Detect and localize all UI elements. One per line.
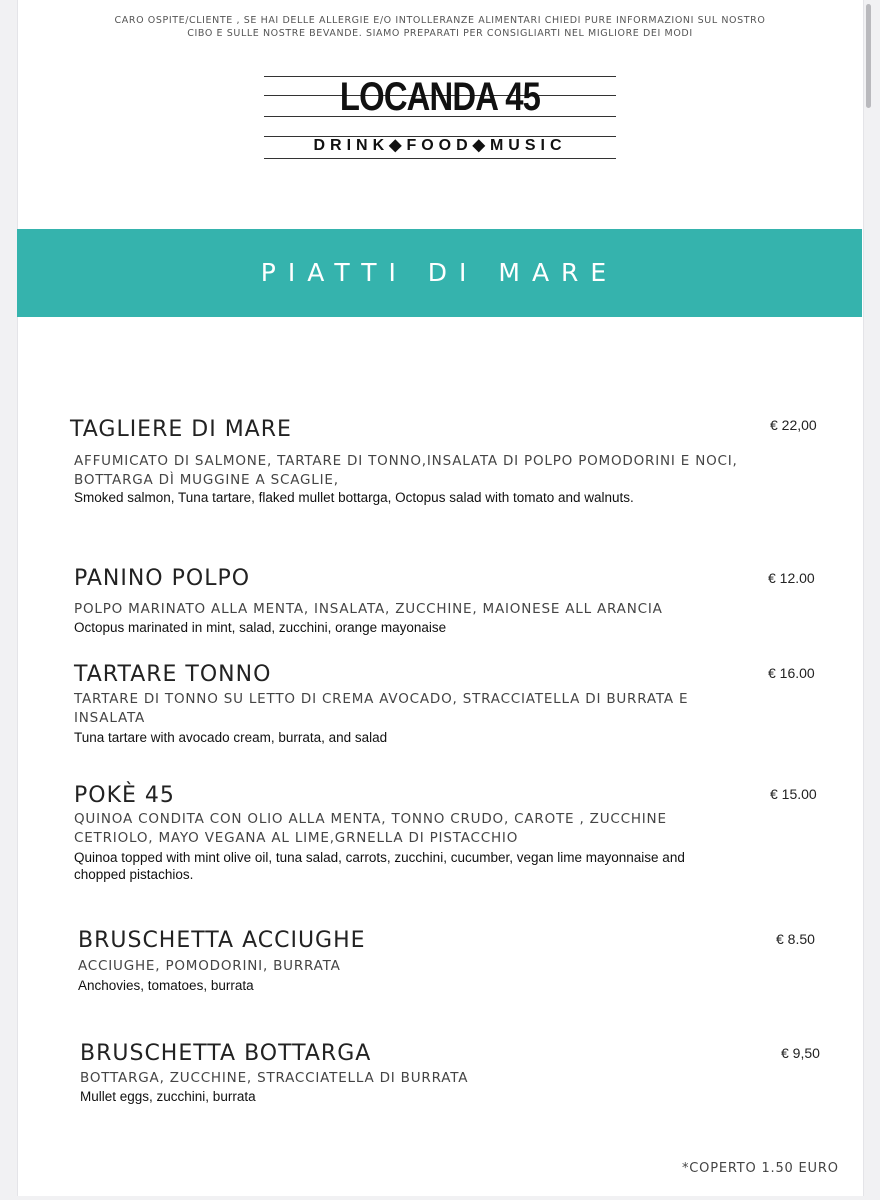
coperto-note: *COPERTO 1.50 EURO [682,1161,839,1176]
item-price: € 15.00 [770,786,817,802]
section-banner [17,229,862,317]
item-description-en: Anchovies, tomatoes, burrata [78,978,254,993]
logo-name: LOCANDA 45 [339,75,541,119]
logo [264,74,616,160]
item-description-en: Smoked salmon, Tuna tartare, flaked mullet bottarga, Octopus salad with tomato and walnuts. [74,490,634,505]
logo-staff-line [264,158,616,159]
item-description-it: ACCIUGHE, POMODORINI, BURRATA [78,958,341,974]
item-name: BRUSCHETTA ACCIUGHE [78,928,366,953]
item-name: BRUSCHETTA BOTTARGA [80,1041,372,1066]
logo-tagline: DRINK◆FOOD◆MUSIC [313,137,567,154]
item-description-it: BOTTARGA, ZUCCHINE, STRACCIATELLA DI BURRATA [80,1070,469,1086]
menu-page [17,0,864,1196]
item-name: TAGLIERE DI MARE [70,417,292,442]
item-name: TARTARE TONNO [74,662,272,687]
item-description-it: POLPO MARINATO ALLA MENTA, INSALATA, ZUCCHINE, MAIONESE ALL ARANCIA [74,601,663,617]
item-price: € 22,00 [770,417,817,433]
item-description-en: Quinoa topped with mint olive oil, tuna salad, carrots, zucchini, cucumber, vegan lime mayonnaise and chopped pistachios. [74,850,685,882]
item-name: PANINO POLPO [74,566,251,591]
allergy-note: CARO OSPITE/CLIENTE , SE HAI DELLE ALLERGIE E/O INTOLLERANZE ALIMENTARI CHIEDI PURE INFORMAZIONI SUL NOSTRO CIBO E SULLE NOSTRE BEVANDE. SIAMO PREPARATI PER CONSIGLIARTI NEL MIGLIORE DEI MODI [114,15,766,39]
item-description-en: Mullet eggs, zucchini, burrata [80,1089,256,1104]
section-title: PIATTI DI MARE [260,258,619,287]
item-description-en: Tuna tartare with avocado cream, burrata, and salad [74,730,388,745]
item-price: € 16.00 [768,665,815,681]
item-price: € 8.50 [776,931,815,947]
item-name: POKÈ 45 [74,783,175,808]
item-price: € 12.00 [768,570,815,586]
item-price: € 9,50 [781,1045,820,1061]
item-description-en: Octopus marinated in mint, salad, zucchini, orange mayonaise [74,620,447,635]
scrollbar[interactable] [866,4,871,108]
item-description-it: AFFUMICATO DI SALMONE, TARTARE DI TONNO,INSALATA DI POLPO POMODORINI E NOCI, BOTTARGA DÌ MUGGINE A SCAGLIE, [74,453,738,488]
item-description-it: TARTARE DI TONNO SU LETTO DI CREMA AVOCADO, STRACCIATELLA DI BURRATA E INSALATA [74,691,689,726]
item-description-it: QUINOA CONDITA CON OLIO ALLA MENTA, TONNO CRUDO, CAROTE , ZUCCHINE CETRIOLO, MAYO VEGANA AL LIME,GRNELLA DI PISTACCHIO [74,811,667,846]
